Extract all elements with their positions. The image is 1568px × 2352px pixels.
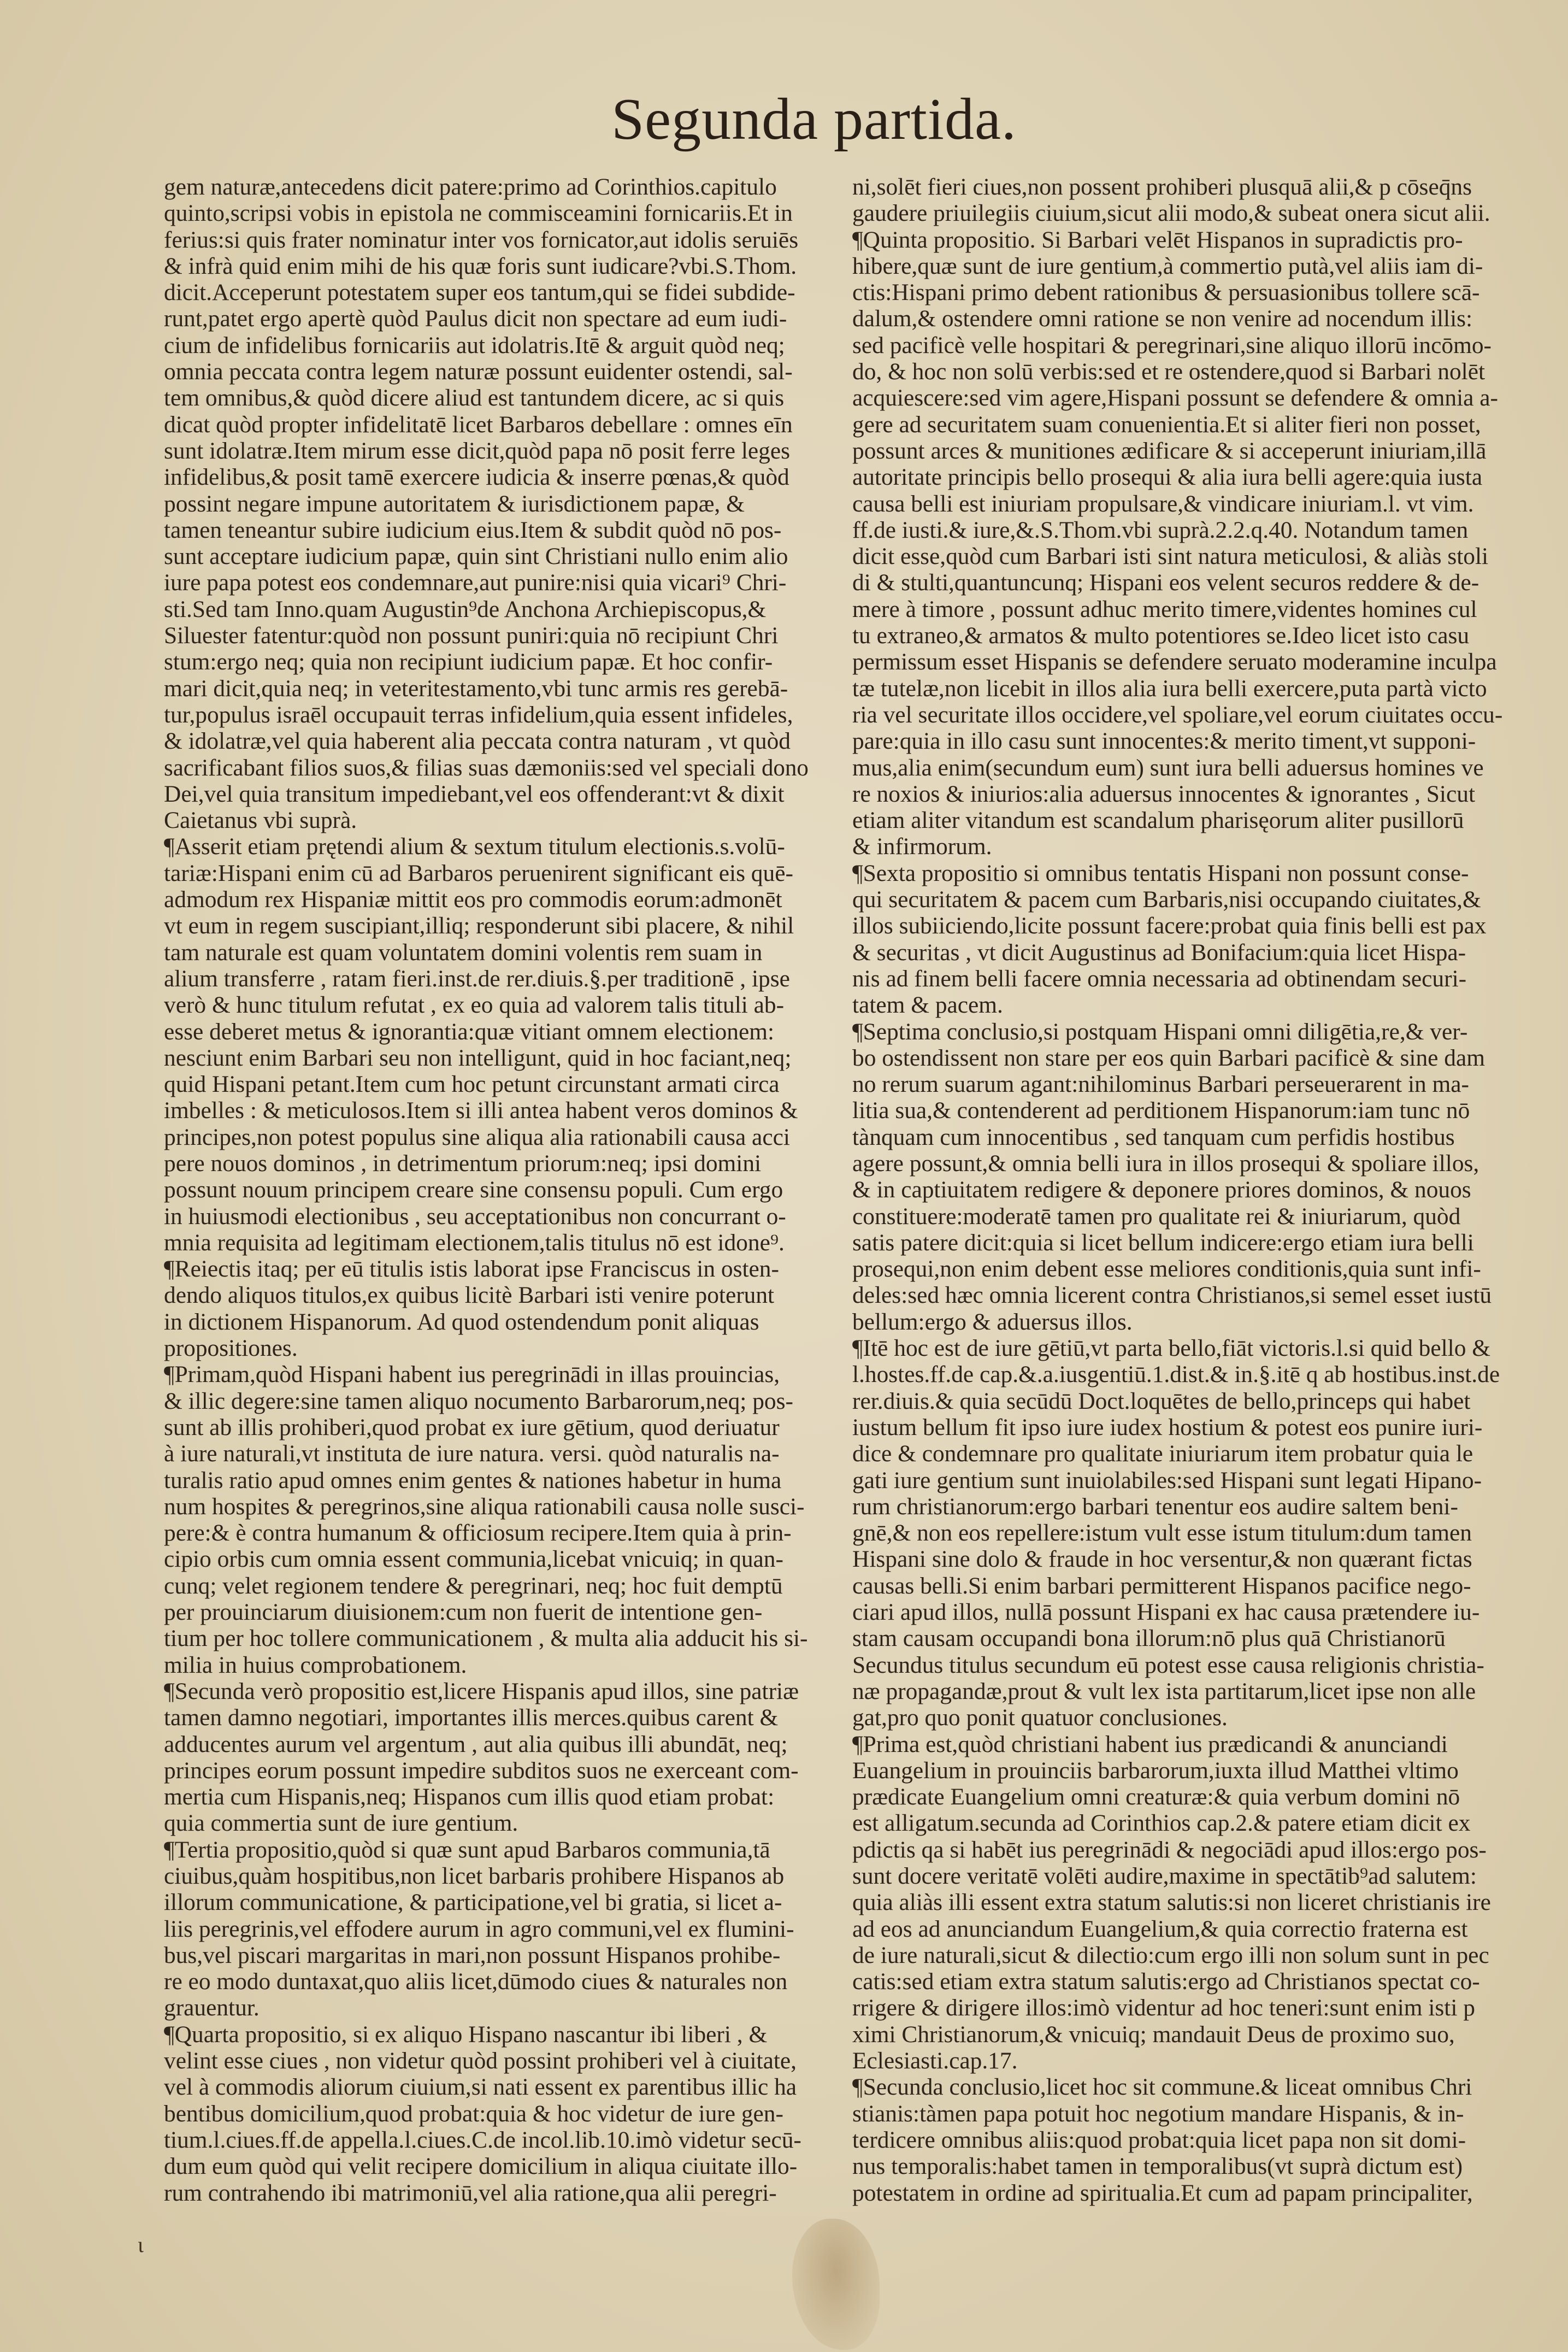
text-line: stianis:tàmen papa potuit hoc negotium mandare Hispanis, & in- xyxy=(852,2100,1464,2127)
text-line: quinto,scripsi vobis in epistola ne commisceamini fornicariis.Et in xyxy=(164,200,793,227)
text-line: ciari apud illos, nullā possunt Hispani ex hac causa prætendere iu- xyxy=(852,1599,1480,1626)
text-line: tu extraneo,& armatos & multo potentiores se.Ideo licet isto casu xyxy=(852,622,1470,649)
text-line: mari dicit,quia neq; in veteritestamento,vbi tunc armis res gerebā- xyxy=(164,675,788,702)
text-line: agere possunt,& omnia belli iura in illos prosequi & spoliare illos, xyxy=(852,1150,1479,1177)
text-line: bo ostendissent non stare per eos quin Barbari pacificè & sine dam xyxy=(852,1044,1485,1071)
text-line: turalis ratio apud omnes enim gentes & nationes habetur in huma xyxy=(164,1467,782,1493)
text-line: tatem & pacem. xyxy=(852,992,1003,1019)
text-line: velint esse ciues , non videtur quòd possint prohiberi vel à ciuitate, xyxy=(164,2048,797,2074)
text-line: gere ad securitatem suam conuenientia.Et si aliter fieri non posset, xyxy=(852,411,1481,438)
margin-mark: ι xyxy=(138,2232,144,2257)
text-line: gem naturæ,antecedens dicit patere:primo ad Corinthios.capitulo xyxy=(164,174,777,200)
text-line: Caietanus vbi suprà. xyxy=(164,807,357,834)
text-line: de iure naturali,sicut & dilectio:cum ergo illi non solum sunt in pec xyxy=(852,1942,1489,1968)
text-line: re eo modo duntaxat,quo aliis licet,dūmodo ciues & naturales non xyxy=(164,1968,788,1995)
text-line: imbelles : & meticulosos.Item si illi antea habent veros dominos & xyxy=(164,1097,798,1124)
text-line: potestatem in ordine ad spiritualia.Et cum ad papam principaliter, xyxy=(852,2179,1473,2206)
text-line: litia sua,& contenderent ad perditionem Hispanorum:iam tunc nō xyxy=(852,1097,1470,1124)
text-line: vt eum in regem suscipiant,illiq; responderunt sibi placere, & nihil xyxy=(164,913,794,939)
text-line: næ propagandæ,prout & vult lex ista partitarum,licet ipse non alle xyxy=(852,1678,1476,1704)
text-line: à iure naturali,vt instituta de iure natura. versi. quòd naturalis na- xyxy=(164,1440,780,1467)
text-line: sunt ab illis prohiberi,quod probat ex iure gētium, quod deriuatur xyxy=(164,1414,780,1440)
text-line: iustum bellum fit ipso iure iudex hostium & potest eos punire iuri- xyxy=(852,1414,1483,1440)
text-line: autoritate principis bello prosequi & alia iura belli agere:quia iusta xyxy=(852,464,1483,491)
text-line: ¶Asserit etiam prętendi alium & sextum titulum electionis.s.volū- xyxy=(164,833,785,860)
text-line: ¶Secunda conclusio,licet hoc sit commune.& liceat omnibus Chri xyxy=(852,2074,1472,2101)
text-line: catis:sed etiam extra statum salutis:ergo ad Christianos spectat co- xyxy=(852,1968,1480,1995)
text-line: pdictis qa si habēt ius peregrinādi & negociādi apud illos:ergo pos- xyxy=(852,1836,1487,1863)
text-line: Eclesiasti.cap.17. xyxy=(852,2048,1018,2074)
text-line: sunt idolatræ.Item mirum esse dicit,quòd papa nō posit ferre leges xyxy=(164,437,790,464)
text-line: sunt acceptare iudicium papæ, quin sint Christiani nullo enim alio xyxy=(164,543,788,570)
text-line: alium transferre , ratam fieri.inst.de rer.diuis.§.per traditionē , ipse xyxy=(164,965,790,992)
text-line: ciuibus,quàm hospitibus,non licet barbaris prohibere Hispanos ab xyxy=(164,1863,785,1889)
text-line: mere à timore , possunt adhuc merito timere,videntes homines cul xyxy=(852,596,1477,622)
text-line: ¶Tertia propositio,quòd si quæ sunt apud Barbaros communia,tā xyxy=(164,1836,770,1863)
text-line: illorum communicatione, & participatione,vel bi gratia, si licet a- xyxy=(164,1889,782,1916)
text-line: tium per hoc tollere communicationem , & multa alia adducit his si- xyxy=(164,1625,808,1652)
text-line: nesciunt enim Barbari seu non intelligunt, quid in hoc faciant,neq; xyxy=(164,1044,792,1071)
text-line: ¶Itē hoc est de iure gētiū,vt parta bello,fiāt victoris.l.si quid bello & xyxy=(852,1335,1491,1362)
text-line: per prouinciarum diuisionem:cum non fuerit de intentione gen- xyxy=(164,1599,763,1626)
text-line: pere nouos dominos , in detrimentum priorum:neq; ipsi domini xyxy=(164,1150,762,1177)
text-line: & securitas , vt dicit Augustinus ad Bonifacium:quia licet Hispa- xyxy=(852,939,1466,966)
text-line: cium de infidelibus fornicariis aut idolatris.Itē & arguit quòd neq; xyxy=(164,332,785,358)
text-line: sti.Sed tam Inno.quam Augustin⁹de Anchona Archiepiscopus,& xyxy=(164,596,767,622)
text-line: constituere:moderatē tamen pro qualitate rei & iniuriarum, quòd xyxy=(852,1203,1461,1230)
text-line: possunt nouum principem creare sine consensu populi. Cum ergo xyxy=(164,1177,783,1203)
text-line: tam naturale est quam voluntatem domini volentis rem suam in xyxy=(164,939,763,966)
text-line: ria vel securitate illos occidere,vel spoliare,vel eorum ciuitates occu- xyxy=(852,701,1503,728)
text-line: dendo aliquos titulos,ex quibus licitè Barbari isti venire poterunt xyxy=(164,1282,775,1309)
text-line: cunq; velet regionem tendere & peregrinari, neq; hoc fuit demptū xyxy=(164,1572,783,1599)
text-line: dice & condemnare pro qualitate iniuriarum item probatur quia le xyxy=(852,1440,1473,1467)
text-line: tium.l.ciues.ff.de appella.l.ciues.C.de incol.lib.10.imò videtur secū- xyxy=(164,2126,801,2153)
text-line: tànquam cum innocentibus , sed tanquam cum perfidis hostibus xyxy=(852,1124,1455,1150)
text-line: & idolatræ,vel quia haberent alia peccata contra naturam , vt quòd xyxy=(164,728,791,755)
text-line: causas belli.Si enim barbari permitterent Hispanos pacifice nego- xyxy=(852,1572,1471,1599)
text-line: ¶Septima conclusio,si postquam Hispani omni diligētia,re,& ver- xyxy=(852,1018,1468,1045)
text-line: qui securitatem & pacem cum Barbaris,nisi occupando ciuitates,& xyxy=(852,886,1481,913)
text-line: nis ad finem belli facere omnia necessaria ad obtinendam securi- xyxy=(852,965,1467,992)
text-line: quid Hispani petant.Item cum hoc petunt circunstant armati circa xyxy=(164,1071,780,1098)
text-line: di & stulti,quantuncunq; Hispani eos velent securos reddere & de- xyxy=(852,569,1479,596)
text-line: gnē,& non eos repellere:istum vult esse istum titulum:dum tamen xyxy=(852,1520,1472,1547)
text-line: sacrificabant filios suos,& filias suas dæmoniis:sed vel speciali dono xyxy=(164,754,809,781)
text-line: sed pacificè velle hospitari & peregrinari,sine aliquo illorū incōmo- xyxy=(852,332,1492,358)
text-line: rum contrahendo ibi matrimoniū,vel alia ratione,qua alii peregri- xyxy=(164,2179,777,2206)
text-line: satis patere dicit:quia si licet bellum indicere:ergo etiam iura belli xyxy=(852,1229,1474,1256)
text-line: tamen damno negotiari, importantes illis merces.quibus carent & xyxy=(164,1704,779,1731)
text-line: gaudere priuilegiis ciuium,sicut alii modo,& subeat onera sicut alii. xyxy=(852,200,1490,227)
text-line: liis peregrinis,vel effodere aurum in agro communi,vel ex flumini- xyxy=(164,1915,794,1942)
text-line: rum christianorum:ergo barbari tenentur eos audire saltem beni- xyxy=(852,1493,1458,1520)
text-line: iure papa potest eos condemnare,aut punire:nisi quia vicari⁹ Chri- xyxy=(164,569,787,596)
text-line: esse deberet metus & ignorantia:quæ vitiant omnem electionem: xyxy=(164,1018,775,1045)
text-line: Secundus titulus secundum eū potest esse causa religionis christia- xyxy=(852,1651,1484,1678)
text-line: possunt arces & munitiones ædificare & si acceperunt iniuriam,illā xyxy=(852,437,1487,464)
text-line: dicat quòd propter infidelitatē licet Barbaros debellare : omnes eīn xyxy=(164,411,793,438)
text-line: infidelibus,& posit tamē exercere iudicia & inserre pœnas,& quòd xyxy=(164,464,789,491)
right-text-column xyxy=(852,174,1524,2206)
text-line: permissum esset Hispanis se defendere seruato moderamine inculpa xyxy=(852,649,1497,675)
text-line: ¶Secunda verò propositio est,licere Hispanis apud illos, sine patriæ xyxy=(164,1678,799,1704)
text-line: nus temporalis:habet tamen in temporalibus(vt suprà dictum est) xyxy=(852,2153,1463,2180)
text-line: ¶Sexta propositio si omnibus tentatis Hispani non possunt conse- xyxy=(852,860,1469,886)
text-line: prosequi,non enim debent esse meliores conditionis,quia sunt infi- xyxy=(852,1256,1481,1283)
paper-stain xyxy=(792,2219,880,2350)
text-line: principes eorum possunt impedire subditos suos ne exerceant com- xyxy=(164,1757,799,1784)
text-line: stum:ergo neq; quia non recipiunt iudicium papæ. Et hoc confir- xyxy=(164,649,773,675)
text-line: acquiescere:sed vim agere,Hispani possunt se defendere & omnia a- xyxy=(852,385,1498,411)
text-line: bellum:ergo & aduersus illos. xyxy=(852,1308,1133,1335)
text-line: re noxios & iniurios:alia aduersus innocentes & ignorantes , Sicut xyxy=(852,780,1475,807)
text-line: ximi Christianorum,& vnicuiq; mandauit Deus de proximo suo, xyxy=(852,2021,1455,2048)
text-line: rer.diuis.& quia secūdū Doct.loquētes de bello,princeps qui habet xyxy=(852,1387,1471,1414)
text-line: ni,solēt fieri ciues,non possent prohiberi plusquā alii,& p cōseq̄ns xyxy=(852,174,1472,200)
text-line: runt,patet ergo apertè quòd Paulus dicit non spectare ad eum iudi- xyxy=(164,305,787,332)
text-line: & in captiuitatem redigere & deponere priores dominos, & nouos xyxy=(852,1177,1471,1203)
text-line: ad eos ad anunciandum Euangelium,& quia correctio fraterna est xyxy=(852,1915,1468,1942)
text-line: sunt docere veritatē volēti audire,maxime in spectātib⁹ad salutem: xyxy=(852,1863,1477,1889)
text-line: prædicate Euangelium omni creaturæ:& quia verbum domini nō xyxy=(852,1784,1460,1810)
text-line: gati iure gentium sunt inuiolabiles:sed Hispani sunt legati Hipano- xyxy=(852,1467,1482,1493)
text-line: & infrà quid enim mihi de his quæ foris sunt iudicare?vbi.S.Thom. xyxy=(164,252,797,279)
text-line: Siluester fatentur:quòd non possunt puniri:quia nō recipiunt Chri xyxy=(164,622,779,649)
text-line: est alligatum.secunda ad Corinthios cap.2.& patere etiam dicit ex xyxy=(852,1810,1471,1837)
text-line: grauentur. xyxy=(164,1995,260,2021)
text-line: no rerum suarum agant:nihilominus Barbari perseuerarent in ma- xyxy=(852,1071,1470,1098)
text-line: stam causam occupandi bona illorum:nō plus quā Christianorū xyxy=(852,1625,1446,1652)
text-line: deles:sed hæc omnia licerent contra Christianos,si semel esset iustū xyxy=(852,1282,1492,1309)
text-line: & illic degere:sine tamen aliquo nocumento Barbarorum,neq; pos- xyxy=(164,1387,793,1414)
text-line: vel à commodis aliorum ciuium,si nati essent ex parentibus illic ha xyxy=(164,2074,797,2101)
text-line: cipio orbis cum omnia essent communia,licebat vnicuiq; in quan- xyxy=(164,1546,783,1573)
text-line: num hospites & peregrinos,sine aliqua rationabili causa nolle susci- xyxy=(164,1493,805,1520)
text-line: pere:& è contra humanum & officiosum recipere.Item quia à prin- xyxy=(164,1520,792,1547)
text-line: dalum,& ostendere omni ratione se non venire ad nocendum illis: xyxy=(852,305,1473,332)
text-line: propositiones. xyxy=(164,1335,298,1362)
text-line: ¶Reiectis itaq; per eū titulis istis laborat ipse Franciscus in osten- xyxy=(164,1256,779,1283)
page-title: Segunda partida. xyxy=(611,87,1017,152)
text-line: tamen teneantur subire iudicium eius.Item & subdit quòd nō pos- xyxy=(164,516,782,543)
text-line: ferius:si quis frater nominatur inter vos fornicator,aut idolis seruiēs xyxy=(164,226,799,253)
text-line: in dictionem Hispanorum. Ad quod ostendendum ponit aliquas xyxy=(164,1308,759,1335)
text-line: ¶Prima est,quòd christiani habent ius prædicandi & anunciandi xyxy=(852,1731,1448,1757)
text-line: causa belli est iniuriam propulsare,& vindicare iniuriam.l. vt vim. xyxy=(852,490,1474,517)
text-line: bentibus domicilium,quod probat:quia & hoc videtur de iure gen- xyxy=(164,2100,783,2127)
text-line: ctis:Hispani primo debent rationibus & persuasionibus tollere scā- xyxy=(852,279,1480,306)
text-line: dicit.Acceperunt potestatem super eos tantum,qui se fidei subdide- xyxy=(164,279,795,306)
text-line: mnia requisita ad legitimam electionem,talis titulus nō est idone⁹. xyxy=(164,1229,785,1256)
text-line: Hispani sine dolo & fraude in hoc versentur,& non quærant fictas xyxy=(852,1546,1472,1573)
left-text-column xyxy=(164,174,809,2206)
text-line: terdicere omnibus aliis:quod probat:quia licet papa non sit domi- xyxy=(852,2126,1466,2153)
text-line: tem omnibus,& quòd dicere aliud est tantundem dicere, ac si quis xyxy=(164,385,785,411)
text-line: tur,populus israēl occupauit terras infidelium,quia essent infideles, xyxy=(164,701,793,728)
text-line: hibere,quæ sunt de iure gentium,à commertio putà,vel aliis iam di- xyxy=(852,252,1483,279)
text-line: admodum rex Hispaniæ mittit eos pro commodis eorum:admonēt xyxy=(164,886,782,913)
text-line: dicit esse,quòd cum Barbari isti sint natura meticulosi, & aliàs stoli xyxy=(852,543,1489,570)
text-line: gat,pro quo ponit quatuor conclusiones. xyxy=(852,1704,1228,1731)
text-line: in huiusmodi electionibus , seu acceptationibus non concurrant o- xyxy=(164,1203,786,1230)
text-line: ¶Quarta propositio, si ex aliquo Hispano nascantur ibi liberi , & xyxy=(164,2021,768,2048)
text-line: do, & hoc non solū verbis:sed et re ostendere,quod si Barbari nolēt xyxy=(852,358,1486,385)
text-line: etiam aliter vitandum est scandalum pharisęorum aliter pusillorū xyxy=(852,807,1464,834)
text-line: pare:quia in illo casu sunt innocentes:& merito timent,vt supponi- xyxy=(852,728,1476,755)
text-line: quia commertia sunt de iure gentium. xyxy=(164,1810,518,1837)
text-line: tæ tutelæ,non licebit in illos alia iura belli exercere,puta partà victo xyxy=(852,675,1487,702)
text-line: principes,non potest populus sine aliqua alia rationabili causa acci xyxy=(164,1124,790,1150)
text-line: ff.de iusti.& iure,&.S.Thom.vbi suprà.2.2.q.40. Notandum tamen xyxy=(852,516,1469,543)
text-line: dum eum quòd qui velit recipere domicilium in aliqua ciuitate illo- xyxy=(164,2153,798,2180)
text-line: illos subiiciendo,licite possunt facere:probat quia finis belli est pax xyxy=(852,913,1487,939)
text-line: adducentes aurum vel argentum , aut alia quibus illi abundāt, neq; xyxy=(164,1731,788,1757)
text-line: ¶Primam,quòd Hispani habent ius peregrinādi in illas prouincias, xyxy=(164,1361,780,1388)
text-line: mus,alia enim(secundum eum) sunt iura belli aduersus homines ve xyxy=(852,754,1484,781)
text-line: possint negare impune autoritatem & iurisdictionem papæ, & xyxy=(164,490,745,517)
text-line: rrigere & dirigere illos:imò videntur ad hoc teneri:sunt enim isti p xyxy=(852,1995,1475,2021)
text-line: quia aliàs illi essent extra statum salutis:si non liceret christianis ire xyxy=(852,1889,1491,1916)
text-line: Euangelium in prouinciis barbarorum,iuxta illud Matthei vltimo xyxy=(852,1757,1459,1784)
text-line: l.hostes.ff.de cap.&.a.iusgentiū.1.dist.& in.§.itē q ab hostibus.inst.de xyxy=(852,1361,1500,1388)
text-line: milia in huius comprobationem. xyxy=(164,1651,467,1678)
text-line: mertia cum Hispanis,neq; Hispanos cum illis quod etiam probat: xyxy=(164,1784,775,1810)
text-line: bus,vel piscari margaritas in mari,non possunt Hispanos prohibe- xyxy=(164,1942,781,1968)
text-line: omnia peccata contra legem naturæ possunt euidenter ostendi, sal- xyxy=(164,358,793,385)
text-line: verò & hunc titulum refutat , ex eo quia ad valorem talis tituli ab- xyxy=(164,992,785,1019)
text-line: Dei,vel quia transitum impediebant,vel eos offenderant:vt & dixit xyxy=(164,780,785,807)
text-line: tariæ:Hispani enim cū ad Barbaros peruenirent significant eis quē- xyxy=(164,860,793,886)
text-line: & infirmorum. xyxy=(852,833,992,860)
text-line: ¶Quinta propositio. Si Barbari velēt Hispanos in supradictis pro- xyxy=(852,226,1463,253)
